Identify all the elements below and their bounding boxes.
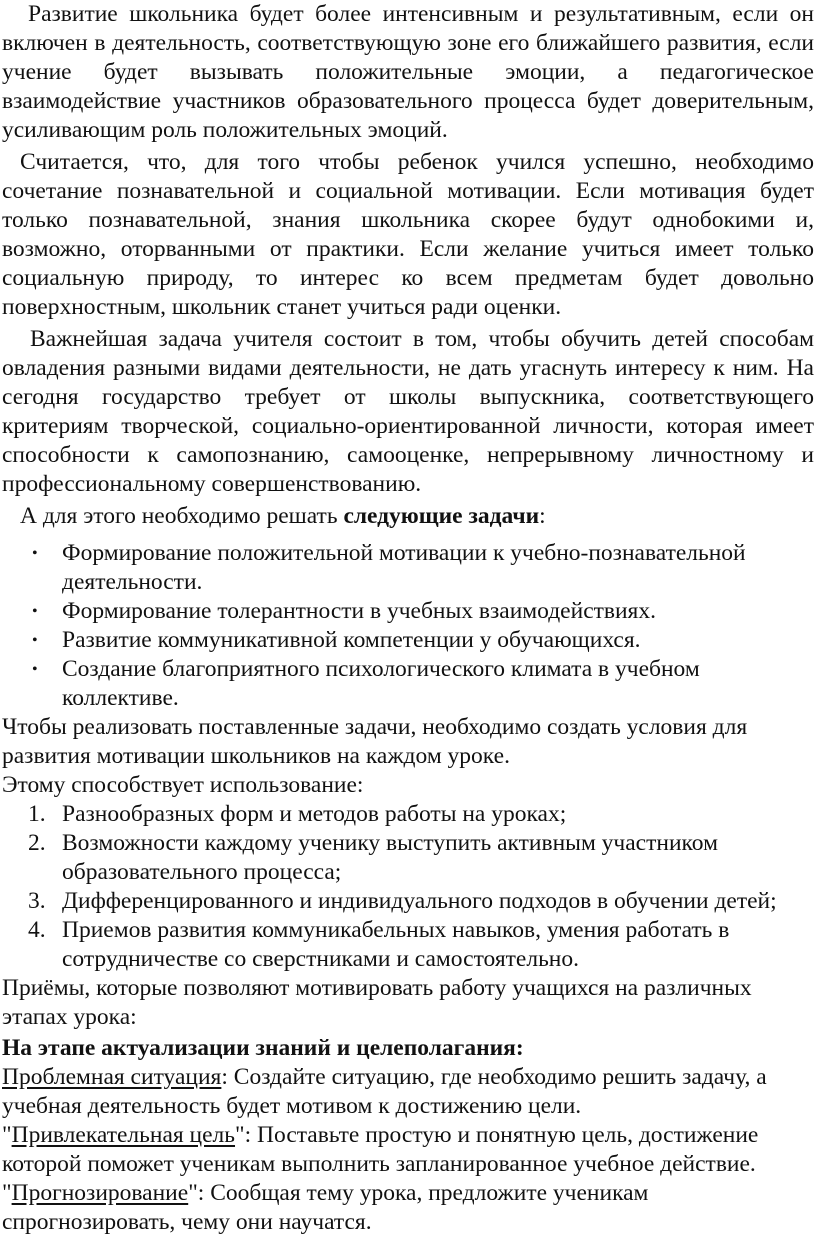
method-text: Приемов развития коммуникабельных навыков, умения работать в сотрудничестве со сверстниками и самостоятельно. (62, 917, 730, 972)
paragraph-motivation: Считается, что, для того чтобы ребенок учился успешно, необходимо сочетание познавательной и социальной мотивации. Если мотивация будет только познавательной, знания школьника скорее будут однобокими и, возможно, оторванными от практики. Если желание учиться имеет только социальную природу, то интерес ко всем предметам будет довольно поверхностным, школьник станет учиться ради оценки. (2, 149, 814, 320)
list-item (2, 800, 814, 829)
technique-term: Проблемная ситуация (2, 1064, 222, 1090)
item-number: 1. (28, 801, 46, 827)
tasks-intro-bold: следующие задачи (343, 503, 540, 529)
method-text: Возможности каждому ученику выступить активным участником образовательного процесса; (62, 830, 718, 885)
list-item (2, 655, 814, 713)
paragraph-techniques-intro: Приёмы, которые позволяют мотивировать работу учащихся на различных этапах урока: (2, 975, 752, 1030)
task-text: Развитие коммуникативной компетенции у обучающихся. (62, 627, 641, 653)
list-item (2, 887, 814, 916)
task-text: Формирование толерантности в учебных взаимодействиях. (62, 598, 656, 624)
technique-item (2, 1179, 814, 1237)
list-item (2, 829, 814, 887)
list-item (2, 916, 814, 974)
technique-description: : Сообщая тему урока, предложите ученикам спрогнозировать, чему они научатся. (2, 1180, 649, 1235)
tasks-intro-colon: : (539, 503, 546, 529)
technique-item (2, 1121, 814, 1179)
tasks-list (2, 539, 814, 713)
paragraph-promotes: Этому способствует использование: (2, 772, 364, 798)
list-item (2, 597, 814, 626)
method-text: Разнообразных форм и методов работы на уроках; (62, 801, 567, 827)
technique-open-quote: " (2, 1180, 12, 1206)
paragraph-teacher-task: Важнейшая задача учителя состоит в том, чтобы обучить детей способам овладения разными видами деятельности, не дать угаснуть интересу к ним. На сегодня государство требует от школы выпускника, соответствующего критериям творческой, социально-ориентированной личности, которая имеет способности к самопознанию, самооценке, непрерывному личностному и профессиональному совершенствованию. (2, 326, 814, 497)
stage-heading: На этапе актуализации знаний и целеполагания: (2, 1035, 524, 1061)
technique-item (2, 1063, 814, 1121)
paragraph-conditions: Чтобы реализовать поставленные задачи, необходимо создать условия для развития мотивации школьников на каждом уроке. (2, 714, 748, 769)
task-text: Формирование положительной мотивации к учебно-познавательной деятельности. (62, 540, 746, 595)
technique-open-quote: " (2, 1122, 12, 1148)
bullet-icon: • (32, 603, 38, 620)
item-number: 4. (28, 917, 46, 943)
bullet-icon: • (32, 545, 38, 562)
paragraph-tasks-intro (2, 502, 814, 531)
method-text: Дифференцированного и индивидуального подходов в обучении детей; (62, 888, 777, 914)
technique-term: Прогнозирование (11, 1180, 189, 1206)
bullet-icon: • (32, 661, 38, 678)
bullet-icon: • (32, 632, 38, 649)
technique-close-quote: " (235, 1122, 245, 1148)
technique-description: : Создайте ситуацию, где необходимо решить задачу, а учебная деятельность будет мотивом к достижению цели. (2, 1064, 767, 1119)
list-item (2, 539, 814, 597)
technique-term: Привлекательная цель (11, 1122, 236, 1148)
technique-close-quote: " (188, 1180, 198, 1206)
list-item (2, 626, 814, 655)
item-number: 2. (28, 830, 46, 856)
technique-description: : Поставьте простую и понятную цель, достижение которой поможет ученикам выполнить запланированное учебное действие. (2, 1122, 759, 1177)
tasks-intro-text: А для этого необходимо решать (20, 503, 344, 529)
item-number: 3. (28, 888, 46, 914)
paragraph-development: Развитие школьника будет более интенсивным и результативным, если он включен в деятельность, соответствующую зоне его ближайшего развития, если учение будет вызывать положительные эмоции, а педагогическое взаимодействие участников образовательного процесса будет доверительным, усиливающим роль положительных эмоций. (2, 1, 814, 143)
task-text: Создание благоприятного психологического климата в учебном коллективе. (62, 656, 700, 711)
methods-list (2, 800, 814, 974)
